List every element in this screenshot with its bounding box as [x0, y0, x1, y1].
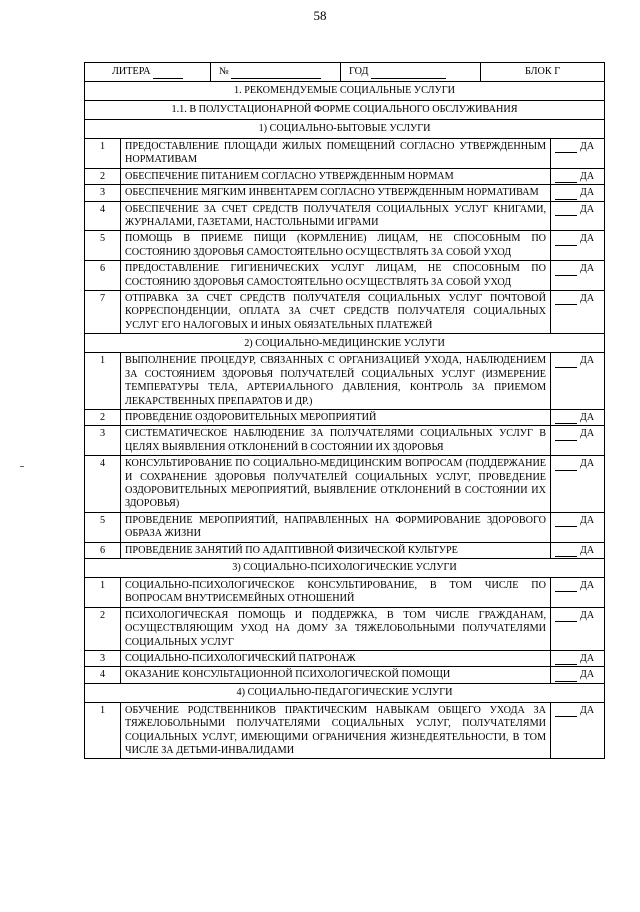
service-row — [85, 201, 605, 231]
service-row — [85, 353, 605, 410]
section-header-row — [85, 683, 605, 702]
answer-blank-field[interactable] — [555, 612, 577, 622]
answer-yes-label: ДА — [580, 187, 595, 199]
answer-blank-field[interactable] — [555, 190, 577, 200]
service-description: ПРОВЕДЕНИЕ ОЗДОРОВИТЕЛЬНЫХ МЕРОПРИЯТИЙ — [121, 409, 551, 425]
service-description: ПРЕДОСТАВЛЕНИЕ ПЛОЩАДИ ЖИЛЫХ ПОМЕЩЕНИЙ СОГЛАСНО УТВЕРЖДЕННЫМ НОРМАТИВАМ — [121, 139, 551, 169]
section-header-row — [85, 101, 605, 120]
answer-cell[interactable] — [551, 261, 605, 291]
answer-blank-field[interactable] — [555, 431, 577, 441]
year-field[interactable] — [371, 78, 446, 79]
service-row — [85, 291, 605, 334]
service-description: ПСИХОЛОГИЧЕСКАЯ ПОМОЩЬ И ПОДДЕРЖКА, В ТОМ ЧИСЛЕ ГРАЖДАНАМ, ОСУЩЕСТВЛЯЮЩИМ УХОД НА ДОМУ ЗА ТЯЖЕЛОБОЛЬНЫМИ ПОЛУЧАТЕЛЯМИ СОЦИАЛЬНЫХ УСЛУГ — [121, 607, 551, 650]
service-number: 6 — [85, 261, 121, 291]
answer-yes-label: ДА — [580, 428, 595, 440]
answer-blank-field[interactable] — [555, 547, 577, 557]
answer-blank-field[interactable] — [555, 173, 577, 183]
service-description: ОБЕСПЕЧЕНИЕ МЯГКИМ ИНВЕНТАРЕМ СОГЛАСНО УТВЕРЖДЕННЫМ НОРМАТИВАМ — [121, 185, 551, 201]
service-row — [85, 542, 605, 558]
service-number: 7 — [85, 291, 121, 334]
service-number: 1 — [85, 702, 121, 759]
service-row — [85, 185, 605, 201]
service-number: 1 — [85, 353, 121, 410]
service-number: 4 — [85, 456, 121, 513]
service-row — [85, 577, 605, 607]
answer-cell[interactable] — [551, 702, 605, 759]
service-description: СОЦИАЛЬНО-ПСИХОЛОГИЧЕСКОЕ КОНСУЛЬТИРОВАНИЕ, В ТОМ ЧИСЛЕ ПО ВОПРОСАМ ВНУТРИСЕМЕЙНЫХ ОТНОШЕНИЙ — [121, 577, 551, 607]
answer-yes-label: ДА — [580, 669, 595, 681]
block-cell — [481, 63, 605, 82]
service-description: ОБЕСПЕЧЕНИЕ ЗА СЧЕТ СРЕДСТВ ПОЛУЧАТЕЛЯ СОЦИАЛЬНЫХ УСЛУГ КНИГАМИ, ЖУРНАЛАМИ, ГАЗЕТАМИ, НАСТОЛЬНЫМИ ИГРАМИ — [121, 201, 551, 231]
service-number: 3 — [85, 651, 121, 667]
section-title: 1.1. В ПОЛУСТАЦИОНАРНОЙ ФОРМЕ СОЦИАЛЬНОГО ОБСЛУЖИВАНИЯ — [85, 101, 605, 120]
litera-field[interactable] — [153, 78, 183, 79]
answer-cell[interactable] — [551, 201, 605, 231]
service-description: ПРОВЕДЕНИЕ МЕРОПРИЯТИЙ, НАПРАВЛЕННЫХ НА ФОРМИРОВАНИЕ ЗДОРОВОГО ОБРАЗА ЖИЗНИ — [121, 512, 551, 542]
answer-yes-label: ДА — [580, 233, 595, 245]
answer-blank-field[interactable] — [555, 672, 577, 682]
service-number: 3 — [85, 185, 121, 201]
service-number: 2 — [85, 168, 121, 184]
number-label: № — [219, 66, 229, 78]
service-description: ОКАЗАНИЕ КОНСУЛЬТАЦИОННОЙ ПСИХОЛОГИЧЕСКОЙ ПОМОЩИ — [121, 667, 551, 683]
service-row — [85, 607, 605, 650]
litera-label: ЛИТЕРА — [112, 66, 151, 78]
answer-cell[interactable] — [551, 185, 605, 201]
service-row — [85, 667, 605, 683]
section-title: 1) СОЦИАЛЬНО-БЫТОВЫЕ УСЛУГИ — [85, 120, 605, 139]
service-description: ПРЕДОСТАВЛЕНИЕ ГИГИЕНИЧЕСКИХ УСЛУГ ЛИЦАМ, НЕ СПОСОБНЫМ ПО СОСТОЯНИЮ ЗДОРОВЬЯ САМОСТОЯТЕЛЬНО ОСУЩЕСТВЛЯТЬ ЗА СОБОЙ УХОД — [121, 261, 551, 291]
answer-cell[interactable] — [551, 607, 605, 650]
service-row — [85, 651, 605, 667]
answer-blank-field[interactable] — [555, 655, 577, 665]
service-number: 1 — [85, 577, 121, 607]
answer-yes-label: ДА — [580, 704, 595, 716]
service-number: 2 — [85, 607, 121, 650]
service-row — [85, 456, 605, 513]
margin-mark — [20, 466, 24, 467]
year-cell — [341, 63, 481, 82]
page-number: 58 — [313, 8, 327, 23]
answer-yes-label: ДА — [580, 411, 595, 423]
service-description: КОНСУЛЬТИРОВАНИЕ ПО СОЦИАЛЬНО-МЕДИЦИНСКИМ ВОПРОСАМ (ПОДДЕРЖАНИЕ И СОХРАНЕНИЕ ЗДОРОВЬЯ ПОЛУЧАТЕЛЕЙ СОЦИАЛЬНЫХ УСЛУГ, ПРОВЕДЕНИЕ ОЗДОРОВИТЕЛЬНЫХ МЕРОПРИЯТИЙ, ВЫЯВЛЕНИЕ ОТКЛОНЕНИЙ В СОСТОЯНИИ ИХ ЗДОРОВЬЯ) — [121, 456, 551, 513]
service-row — [85, 139, 605, 169]
section-header-row — [85, 120, 605, 139]
answer-cell[interactable] — [551, 456, 605, 513]
service-number: 1 — [85, 139, 121, 169]
service-row — [85, 261, 605, 291]
answer-blank-field[interactable] — [555, 414, 577, 424]
service-number: 3 — [85, 426, 121, 456]
section-header-row — [85, 334, 605, 353]
service-number: 5 — [85, 512, 121, 542]
answer-cell[interactable] — [551, 409, 605, 425]
service-row — [85, 426, 605, 456]
answer-yes-label: ДА — [580, 458, 595, 470]
section-title: 3) СОЦИАЛЬНО-ПСИХОЛОГИЧЕСКИЕ УСЛУГИ — [85, 558, 605, 577]
answer-blank-field[interactable] — [555, 461, 577, 471]
answer-yes-label: ДА — [580, 544, 595, 556]
answer-yes-label: ДА — [580, 653, 595, 664]
answer-cell[interactable] — [551, 577, 605, 607]
answer-blank-field[interactable] — [555, 517, 577, 527]
answer-blank-field[interactable] — [555, 358, 577, 368]
section-header-row — [85, 82, 605, 101]
answer-yes-label: ДА — [580, 355, 595, 367]
services-form-table — [84, 62, 605, 759]
service-row — [85, 168, 605, 184]
answer-blank-field[interactable] — [555, 143, 577, 153]
number-cell — [211, 63, 341, 82]
service-row — [85, 512, 605, 542]
section-title: 4) СОЦИАЛЬНО-ПЕДАГОГИЧЕСКИЕ УСЛУГИ — [85, 683, 605, 702]
answer-yes-label: ДА — [580, 609, 595, 621]
form-header-row — [85, 63, 605, 82]
answer-cell[interactable] — [551, 512, 605, 542]
answer-cell[interactable] — [551, 651, 605, 667]
number-field[interactable] — [231, 78, 321, 79]
answer-cell[interactable] — [551, 139, 605, 169]
service-description: ВЫПОЛНЕНИЕ ПРОЦЕДУР, СВЯЗАННЫХ С ОРГАНИЗАЦИЕЙ УХОДА, НАБЛЮДЕНИЕМ ЗА СОСТОЯНИЕМ ЗДОРОВЬЯ ПОЛУЧАТЕЛЕЙ СОЦИАЛЬНЫХ УСЛУГ (ИЗМЕРЕНИЕ ТЕМПЕРАТУРЫ ТЕЛА, АРТЕРИАЛЬНОГО ДАВЛЕНИЯ, КОНТРОЛЬ ЗА ПРИЕМОМ ЛЕКАРСТВЕННЫХ ПРЕПАРАТОВ И ДР.) — [121, 353, 551, 410]
answer-blank-field[interactable] — [555, 295, 577, 305]
answer-cell[interactable] — [551, 353, 605, 410]
answer-yes-label: ДА — [580, 293, 595, 305]
answer-blank-field[interactable] — [555, 206, 577, 216]
block-label: БЛОК Г — [524, 66, 561, 78]
answer-blank-field[interactable] — [555, 582, 577, 592]
answer-yes-label: ДА — [580, 579, 595, 591]
service-description: ПОМОЩЬ В ПРИЕМЕ ПИЩИ (КОРМЛЕНИЕ) ЛИЦАМ, НЕ СПОСОБНЫМ ПО СОСТОЯНИЮ ЗДОРОВЬЯ САМОСТОЯТЕЛЬНО ОСУЩЕСТВЛЯТЬ ЗА СОБОЙ УХОД — [121, 231, 551, 261]
answer-cell[interactable] — [551, 291, 605, 334]
service-row — [85, 702, 605, 759]
answer-blank-field[interactable] — [555, 236, 577, 246]
service-number: 2 — [85, 409, 121, 425]
answer-blank-field[interactable] — [555, 707, 577, 717]
year-label: ГОД — [349, 66, 369, 78]
litera-cell — [85, 63, 211, 82]
service-number: 4 — [85, 667, 121, 683]
service-description: ОБЕСПЕЧЕНИЕ ПИТАНИЕМ СОГЛАСНО УТВЕРЖДЕННЫМ НОРМАМ — [121, 168, 551, 184]
service-row — [85, 409, 605, 425]
answer-cell[interactable] — [551, 426, 605, 456]
answer-cell[interactable] — [551, 168, 605, 184]
service-number: 4 — [85, 201, 121, 231]
section-title: 1. РЕКОМЕНДУЕМЫЕ СОЦИАЛЬНЫЕ УСЛУГИ — [85, 82, 605, 101]
answer-yes-label: ДА — [580, 514, 595, 526]
answer-yes-label: ДА — [580, 170, 595, 182]
service-number: 5 — [85, 231, 121, 261]
service-row — [85, 231, 605, 261]
answer-yes-label: ДА — [580, 263, 595, 275]
answer-yes-label: ДА — [580, 203, 595, 215]
service-description: ОТПРАВКА ЗА СЧЕТ СРЕДСТВ ПОЛУЧАТЕЛЯ СОЦИАЛЬНЫХ УСЛУГ ПОЧТОВОЙ КОРРЕСПОНДЕНЦИИ, ОПЛАТА ЗА СЧЕТ СРЕДСТВ ПОЛУЧАТЕЛЯ СОЦИАЛЬНЫХ УСЛУГ ЕГО НАЛОГОВЫХ И ИНЫХ ОБЯЗАТЕЛЬНЫХ ПЛАТЕЖЕЙ — [121, 291, 551, 334]
section-header-row — [85, 558, 605, 577]
answer-cell[interactable] — [551, 667, 605, 683]
service-description: ОБУЧЕНИЕ РОДСТВЕННИКОВ ПРАКТИЧЕСКИМ НАВЫКАМ ОБЩЕГО УХОДА ЗА ТЯЖЕЛОБОЛЬНЫМИ ПОЛУЧАТЕЛЯМИ СОЦИАЛЬНЫХ УСЛУГ, ПОЛУЧАТЕЛЯМИ СОЦИАЛЬНЫХ УСЛУГ, ИМЕЮЩИМИ ОГРАНИЧЕНИЯ ЖИЗНЕДЕЯТЕЛЬНОСТИ, В ТОМ ЧИСЛЕ ЗА ДЕТЬМИ-ИНВАЛИДАМИ — [121, 702, 551, 759]
service-description: СОЦИАЛЬНО-ПСИХОЛОГИЧЕСКИЙ ПАТРОНАЖ — [121, 651, 551, 667]
answer-yes-label: ДА — [580, 141, 595, 152]
service-number: 6 — [85, 542, 121, 558]
service-description: СИСТЕМАТИЧЕСКОЕ НАБЛЮДЕНИЕ ЗА ПОЛУЧАТЕЛЯМИ СОЦИАЛЬНЫХ УСЛУГ В ЦЕЛЯХ ВЫЯВЛЕНИЯ ОТКЛОНЕНИЙ В СОСТОЯНИИ ИХ ЗДОРОВЬЯ — [121, 426, 551, 456]
answer-blank-field[interactable] — [555, 266, 577, 276]
answer-cell[interactable] — [551, 542, 605, 558]
service-description: ПРОВЕДЕНИЕ ЗАНЯТИЙ ПО АДАПТИВНОЙ ФИЗИЧЕСКОЙ КУЛЬТУРЕ — [121, 542, 551, 558]
section-title: 2) СОЦИАЛЬНО-МЕДИЦИНСКИЕ УСЛУГИ — [85, 334, 605, 353]
answer-cell[interactable] — [551, 231, 605, 261]
